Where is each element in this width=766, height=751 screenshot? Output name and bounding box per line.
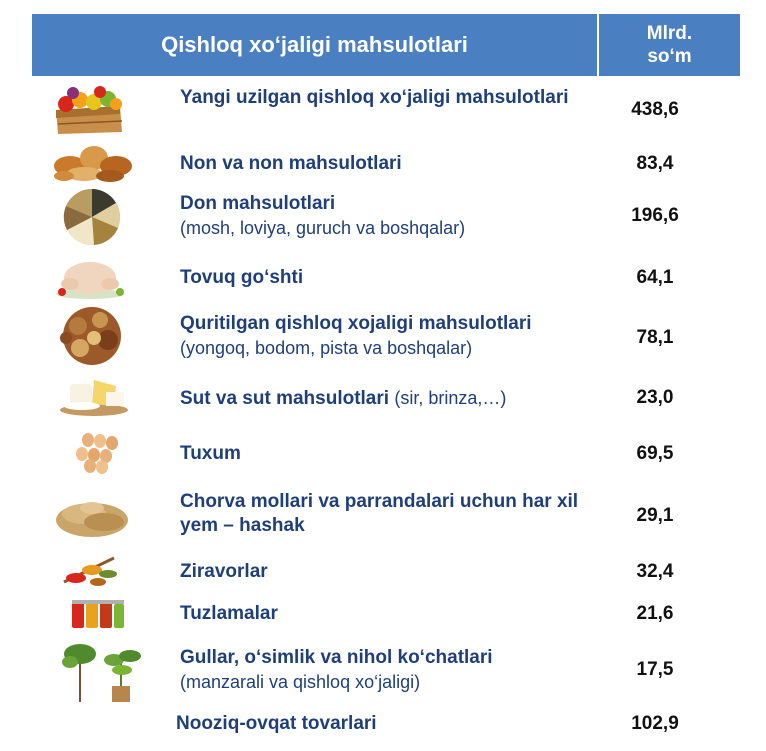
row-value: 196,6 <box>631 205 679 226</box>
grains-icon <box>50 188 136 242</box>
row-value: 17,5 <box>636 659 674 680</box>
row-value: 78,1 <box>636 327 674 348</box>
dairy-icon <box>50 374 136 428</box>
row-title: Chorva mollari va parrandalari uchun har xil yem – hashak <box>180 491 579 536</box>
header-title: Qishloq xo‘jaligi mahsulotlari <box>32 14 597 76</box>
row-title: Gullar, o‘simlik va nihol ko‘chatlari (manzarali va qishloq xo‘jaligi) <box>180 646 600 694</box>
fruit-crate-icon <box>50 84 136 138</box>
row-value: 102,9 <box>631 713 679 734</box>
row-value: 21,6 <box>636 603 674 624</box>
eggs-icon <box>50 428 136 482</box>
row-value: 29,1 <box>636 505 674 526</box>
row-title: Don mahsulotlari (mosh, loviya, guruch va boshqalar) <box>180 192 600 240</box>
row-value: 438,6 <box>631 99 679 120</box>
row-title: Tuzlamalar <box>180 603 278 624</box>
plants-icon <box>58 640 148 708</box>
row-value: 69,5 <box>636 443 674 464</box>
row-value: 64,1 <box>636 267 674 288</box>
row-title: Sut va sut mahsulotlari (sir, brinza,…) <box>180 388 507 409</box>
chicken-icon <box>50 254 136 308</box>
row-title: Nooziq-ovqat tovarlari <box>176 713 377 734</box>
row-subtitle: (mosh, loviya, guruch va boshqalar) <box>180 218 466 238</box>
header-unit-line1: Mlrd. <box>646 23 693 44</box>
feed-pellets-icon <box>50 490 136 544</box>
nuts-icon <box>50 306 136 360</box>
row-subtitle: (yongoq, bodom, pista va boshqalar) <box>180 338 473 358</box>
table-header <box>32 14 740 76</box>
row-title: Quritilgan qishloq xojaligi mahsulotlari (yongoq, bodom, pista va boshqalar) <box>180 312 600 360</box>
row-title: Tuxum <box>180 443 241 464</box>
row-title: Non va non mahsulotlari <box>180 153 402 174</box>
header-unit-line2: so‘m <box>647 46 692 67</box>
row-title: Ziravorlar <box>180 561 268 582</box>
row-value: 32,4 <box>636 561 674 582</box>
row-title: Yangi uzilgan qishloq xo‘jaligi mahsulotlari <box>180 87 569 108</box>
row-subtitle: (manzarali va qishloq xo‘jaligi) <box>180 672 421 692</box>
row-subtitle: (sir, brinza,…) <box>394 388 507 408</box>
row-title: Tovuq go‘shti <box>180 267 304 288</box>
bread-icon <box>50 140 136 194</box>
row-value: 23,0 <box>636 387 674 408</box>
row-value: 83,4 <box>636 153 674 174</box>
header-unit <box>599 14 740 76</box>
